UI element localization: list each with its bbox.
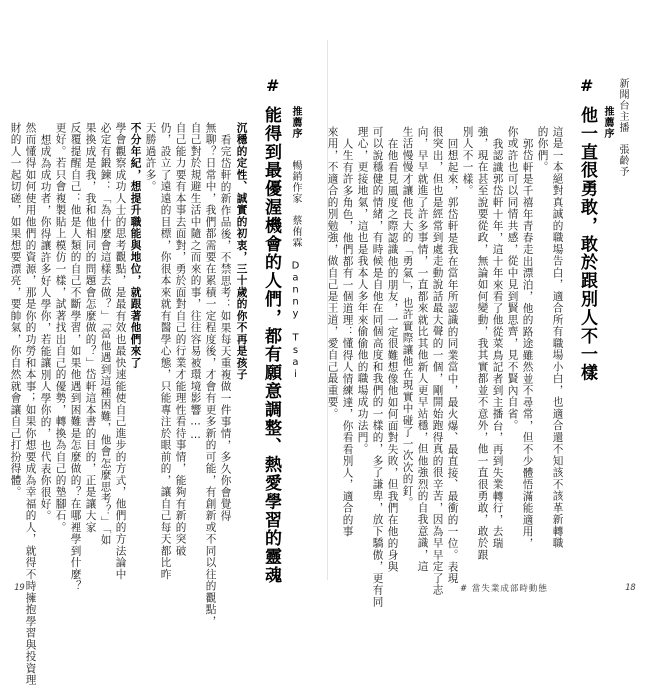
section-heading: 不分年紀，想提升職能與地位，就跟著他們來了 bbox=[129, 122, 142, 369]
body-line: 然而懂得如何使用他們的資源，那是你的功勞和本事；如果你想要成為幸福的人，就得不時擁抱學習與投資理 bbox=[24, 122, 37, 686]
body-line: 看完岱軒的新作品後，不禁思考：如果每天重複做一件事情，多久你會覺得 bbox=[219, 134, 232, 522]
hash-mark-right: # bbox=[580, 76, 594, 95]
body-line: 更好。若只會複製貼上模仿一樣，試著找出自己的優勢，轉換為自己的墊腳石。 bbox=[54, 122, 67, 534]
section-heading: 沉穩的定性、誠實的初衷，三十歲的你不再是孩子 bbox=[235, 122, 248, 381]
body-line: 必定有鍛鍊：「為什麼會這樣去做？」「當他遇到這種困難，他會怎麼思考？」「如 bbox=[99, 122, 112, 547]
body-line: 人生有許多角色，他們都有一個道理：懂得人情練達，你看看別人，適合的事 bbox=[341, 138, 354, 538]
body-line: 生活慢慢才讓他長大的「勇氣」，也許實際讓他在現實中碰了一次次的釘。 bbox=[401, 126, 414, 509]
body-line: 很突出，但也是經常到處走動說話最大聲的一個，剛開始跑得真的很辛苦，因為早早定了志 bbox=[431, 126, 444, 596]
preface-tag-left: 推薦序 bbox=[290, 106, 301, 140]
body-line: 這是一本絕對真誠的職場告白，適合所有職場小白，也適合還不知該不該革新轉職 bbox=[551, 126, 564, 549]
body-line: 向，早早就進了許多事情，一直都來就比其他新人更早站穩，但他強烈的自我意識，這 bbox=[416, 126, 429, 573]
body-line: 仍，設立了遠遠的目標，你很本來就有醫學心態，只能專注於眼前的，讓自己每天都比昨 bbox=[159, 122, 172, 581]
page-number-left: 19 bbox=[14, 583, 25, 593]
body-line: 學會觀察成功人士的思考觀點，是最有效也最快速能使自己進步的方式，他們的方法論中 bbox=[114, 122, 127, 581]
body-line: 的你們。 bbox=[536, 126, 549, 173]
body-line: 我認識郭岱軒十年，這十年來看了他從菜鳥記者到主播台，再到失業轉行，去瑞 bbox=[491, 138, 504, 550]
body-line: 郭岱軒是千禧年青春走出漂泊，他的路途雖然並不尋常，但不少體悟滿能適用， bbox=[521, 138, 534, 550]
body-line: 果換成是我，我和他相同的問題會怎麼做的？」岱軒這本書的目的，正是讓大家 bbox=[84, 122, 97, 534]
body-line: 在他看見風度之際認識他的朋友，一定很難想像他如何面對失敗，但我們在他的身與 bbox=[386, 138, 399, 573]
page-number-right: 18 bbox=[625, 583, 636, 593]
hash-mark-left: # bbox=[266, 76, 280, 95]
body-line: 無聊？日常中，我們都需要在累積一定程度後，才會有更多新的可能，有創新或不同以往的觀點， bbox=[204, 122, 217, 628]
body-line: 回想起來，郭岱軒是我在當年所認識的同業當中，最火爆、最直接、最衝的一位。表現 bbox=[446, 138, 459, 585]
body-line: 天勝過許多。 bbox=[144, 122, 157, 193]
chapter-title-left: 能得到最優渥機會的人們，都有願意調整、熱愛學習的靈魂 bbox=[261, 106, 281, 585]
body-line: 自己能力要有本事去面對，勇於面對自己的行業才能理性看待事情，能夠有新的突破 bbox=[174, 122, 187, 557]
body-line: 來用，不適合的別勉強，做自己是王道，愛自己最重要。 bbox=[326, 126, 339, 420]
body-line: 反覆提醒自己：他是人類的自己不斷學習，如果他遇到困難是怎麼做的？在哪裡學到什麼？ bbox=[69, 122, 82, 592]
body-line: 理心，更接地氣，這也是我本人多年來偷偷他的職場成功法門。 bbox=[356, 126, 369, 455]
body-line: 自己對於規避生活中隨之而來的事，往往容易被環境影響…… bbox=[189, 122, 202, 443]
body-line: 財的人一起切磋，如果想要漂亮，要帥氣，你自然就會讓自己打扮得體。 bbox=[9, 122, 22, 498]
author-credit: 暢銷作家 蔡侑霖 Danny Tsai bbox=[290, 160, 301, 381]
preface-tag-right: 推薦序 bbox=[602, 106, 613, 140]
body-line: 想成為成功者，你得讓許多好人學你，若能讓別人學你的，也代表你很好。 bbox=[39, 134, 52, 522]
body-line: 可以說穩健的情緒，有時候是自他在同個高度和我們的一樣的，多了謙卑，放下驕傲，更有同 bbox=[371, 126, 384, 608]
body-line: 你或許也可以同情共感，從中見到賢思齊，見不賢內自省。 bbox=[506, 126, 519, 432]
chapter-title-right: 他一直很勇敢，敢於跟別人不一樣 bbox=[577, 106, 597, 382]
running-footer: # 當失業成部時動態 bbox=[460, 584, 548, 594]
body-line: 別人不一樣。 bbox=[461, 126, 474, 197]
host-credit: 新聞台主播 張齡予 bbox=[617, 78, 628, 178]
body-line: 強，現在甚至說要從政，無論如何變動，我其實都並不意外，他一直很勇敢，敢於跟 bbox=[476, 126, 489, 561]
